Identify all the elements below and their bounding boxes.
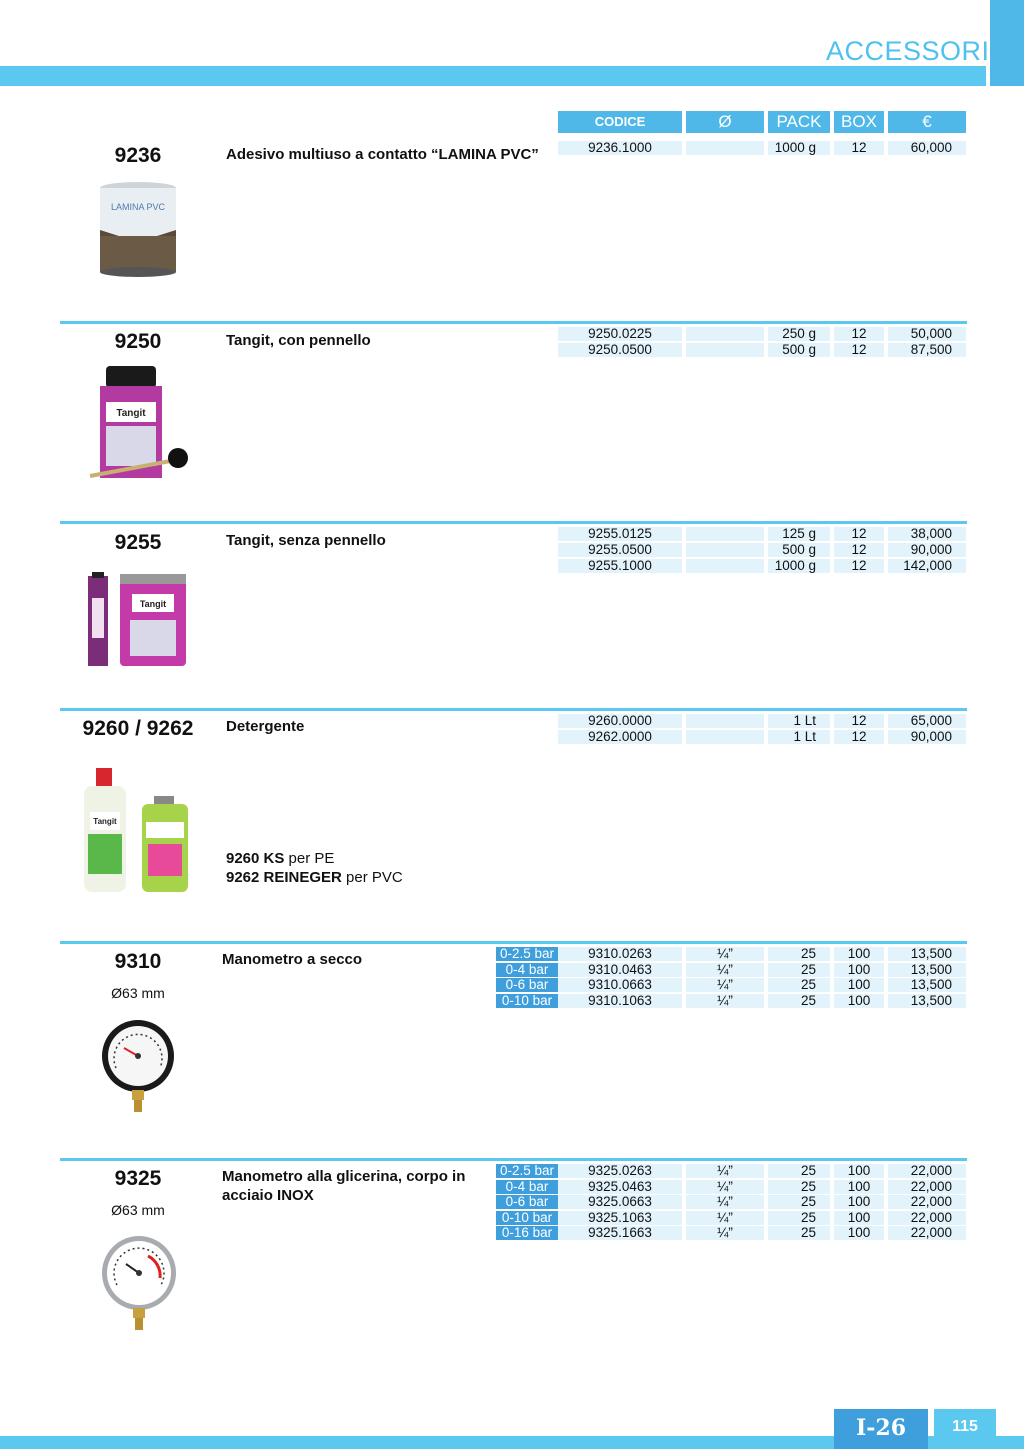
table-row: [0, 141, 1024, 156]
table-row: [0, 1164, 1024, 1179]
column-header-pack: PACK: [768, 111, 830, 133]
cell-pack: 25: [768, 947, 830, 961]
product-dimension: Ø63 mm: [111, 985, 165, 1001]
table-row: [0, 994, 1024, 1009]
cell-box: 12: [834, 730, 884, 744]
cell-pack: 25: [768, 994, 830, 1008]
cell-code: 9325.0263: [558, 1164, 682, 1178]
table-row: [0, 1195, 1024, 1210]
cell-price: 22,000: [888, 1180, 966, 1194]
top-accent-bar: [0, 66, 986, 86]
cell-pack: 25: [768, 1211, 830, 1225]
table-row: [0, 327, 1024, 342]
cell-pack: 500 g: [768, 543, 830, 557]
cell-price: 13,500: [888, 994, 966, 1008]
cell-box: 12: [834, 327, 884, 341]
cell-diameter: [686, 730, 764, 744]
cell-range: 0-2.5 bar: [496, 947, 558, 961]
product-description: Manometro a secco: [222, 951, 363, 968]
can-label-text: Tangit: [116, 408, 146, 419]
cell-code: 9255.0500: [558, 543, 682, 557]
cell-diameter: ¼”: [686, 1164, 764, 1178]
cell-box: 12: [834, 527, 884, 541]
cell-pack: 25: [768, 1226, 830, 1240]
cell-pack: 1 Lt: [768, 714, 830, 728]
bottle-label-text: Tangit: [93, 817, 117, 826]
table-row: [0, 1226, 1024, 1241]
cell-code: 9325.0663: [558, 1195, 682, 1209]
cell-box: 100: [834, 1164, 884, 1178]
cell-diameter: [686, 343, 764, 357]
cell-code: 9325.1663: [558, 1226, 682, 1240]
corner-accent-block: [990, 0, 1024, 86]
cell-price: 13,500: [888, 963, 966, 977]
cell-pack: 1000 g: [768, 141, 830, 155]
cell-pack: 125 g: [768, 527, 830, 541]
variant-note: 9260 KS per PE: [226, 850, 335, 867]
cell-range: 0-6 bar: [496, 1195, 558, 1209]
cell-range: 0-10 bar: [496, 1211, 558, 1225]
column-header-box: BOX: [834, 111, 884, 133]
column-header-code: CODICE: [558, 111, 682, 133]
section-divider: [60, 321, 967, 324]
cell-pack: 1000 g: [768, 559, 830, 573]
cell-range: 0-4 bar: [496, 1180, 558, 1194]
section-divider: [60, 1158, 967, 1161]
cell-range: 0-4 bar: [496, 963, 558, 977]
product-dimension: Ø63 mm: [111, 1202, 165, 1218]
cell-diameter: ¼”: [686, 994, 764, 1008]
cell-box: 12: [834, 141, 884, 155]
cell-code: 9250.0225: [558, 327, 682, 341]
product-code: 9325: [114, 1167, 162, 1190]
cell-code: 9255.1000: [558, 559, 682, 573]
detergent-bottles-image: [80, 766, 200, 896]
cell-price: 142,000: [888, 559, 966, 573]
cell-diameter: ¼”: [686, 1211, 764, 1225]
cell-diameter: ¼”: [686, 1180, 764, 1194]
product-code: 9255: [114, 531, 162, 554]
tangit-tube-and-can-image: [86, 568, 190, 670]
table-row: [0, 527, 1024, 542]
cell-pack: 25: [768, 963, 830, 977]
table-row: [0, 343, 1024, 358]
page-number: 115: [934, 1409, 996, 1449]
cell-code: 9310.0663: [558, 978, 682, 992]
cell-box: 12: [834, 559, 884, 573]
table-row: [0, 1180, 1024, 1195]
cell-code: 9310.1063: [558, 994, 682, 1008]
cell-code: 9325.0463: [558, 1180, 682, 1194]
column-header-price: €: [888, 111, 966, 133]
cell-price: 22,000: [888, 1211, 966, 1225]
cell-price: 87,500: [888, 343, 966, 357]
cell-code: 9262.0000: [558, 730, 682, 744]
cell-price: 60,000: [888, 141, 966, 155]
product-code: 9310: [114, 950, 162, 973]
table-row: [0, 559, 1024, 574]
cell-price: 13,500: [888, 947, 966, 961]
cell-box: 100: [834, 1195, 884, 1209]
cell-diameter: ¼”: [686, 1195, 764, 1209]
cell-pack: 25: [768, 1180, 830, 1194]
cell-pack: 25: [768, 978, 830, 992]
cell-box: 100: [834, 1180, 884, 1194]
cell-pack: 500 g: [768, 343, 830, 357]
can-label-text: Tangit: [139, 599, 167, 609]
product-description: Tangit, senza pennello: [226, 532, 386, 549]
cell-price: 90,000: [888, 543, 966, 557]
cell-price: 38,000: [888, 527, 966, 541]
table-row: [0, 947, 1024, 962]
cell-price: 90,000: [888, 730, 966, 744]
cell-price: 22,000: [888, 1226, 966, 1240]
pressure-gauge-image: [100, 1018, 176, 1114]
cell-diameter: [686, 559, 764, 573]
table-row: [0, 543, 1024, 558]
cell-code: 9236.1000: [558, 141, 682, 155]
cell-pack: 250 g: [768, 327, 830, 341]
section-divider: [60, 941, 967, 944]
cell-box: 100: [834, 1226, 884, 1240]
cell-code: 9250.0500: [558, 343, 682, 357]
product-code: 9250: [114, 330, 162, 353]
section-title: ACCESSORI: [826, 36, 990, 66]
cell-diameter: [686, 327, 764, 341]
product-code: 9260 / 9262: [82, 717, 194, 740]
cell-box: 100: [834, 994, 884, 1008]
cell-price: 22,000: [888, 1195, 966, 1209]
cell-diameter: ¼”: [686, 947, 764, 961]
table-row: [0, 963, 1024, 978]
table-row: [0, 1211, 1024, 1226]
cell-code: 9310.0463: [558, 963, 682, 977]
cell-box: 12: [834, 543, 884, 557]
cell-diameter: ¼”: [686, 1226, 764, 1240]
chapter-label: I-26: [834, 1409, 928, 1449]
cell-code: 9325.1063: [558, 1211, 682, 1225]
cell-range: 0-10 bar: [496, 994, 558, 1008]
product-description: Manometro alla glicerina, corpo in acciaio INOX: [222, 1168, 466, 1204]
cell-range: 0-2.5 bar: [496, 1164, 558, 1178]
variant-note: 9262 REINEGER per PVC: [226, 869, 403, 886]
product-description: Detergente: [226, 718, 305, 735]
cell-code: 9310.0263: [558, 947, 682, 961]
cell-code: 9255.0125: [558, 527, 682, 541]
glycerin-gauge-image: [100, 1234, 178, 1332]
cell-box: 100: [834, 963, 884, 977]
cell-price: 22,000: [888, 1164, 966, 1178]
cell-price: 50,000: [888, 327, 966, 341]
cell-pack: 25: [768, 1164, 830, 1178]
glue-can-image: [96, 180, 180, 280]
cell-diameter: [686, 141, 764, 155]
cell-range: 0-16 bar: [496, 1226, 558, 1240]
cell-pack: 1 Lt: [768, 730, 830, 744]
cell-diameter: [686, 543, 764, 557]
cell-diameter: ¼”: [686, 978, 764, 992]
section-divider: [60, 521, 967, 524]
cell-price: 65,000: [888, 714, 966, 728]
cell-box: 100: [834, 1211, 884, 1225]
column-header-diameter: Ø: [686, 111, 764, 133]
table-row: [0, 714, 1024, 729]
product-code: 9236: [114, 144, 162, 167]
table-row: [0, 978, 1024, 993]
cell-box: 12: [834, 714, 884, 728]
cell-pack: 25: [768, 1195, 830, 1209]
cell-code: 9260.0000: [558, 714, 682, 728]
product-description: Tangit, con pennello: [226, 332, 371, 349]
cell-diameter: [686, 714, 764, 728]
cell-box: 12: [834, 343, 884, 357]
cell-diameter: [686, 527, 764, 541]
tangit-brush-can-image: [86, 364, 198, 484]
cell-price: 13,500: [888, 978, 966, 992]
table-row: [0, 730, 1024, 745]
section-divider: [60, 708, 967, 711]
cell-box: 100: [834, 947, 884, 961]
cell-diameter: ¼”: [686, 963, 764, 977]
cell-range: 0-6 bar: [496, 978, 558, 992]
product-description: Adesivo multiuso a contatto “LAMINA PVC”: [226, 146, 539, 163]
can-label-text: LAMINA PVC: [110, 202, 166, 212]
cell-box: 100: [834, 978, 884, 992]
